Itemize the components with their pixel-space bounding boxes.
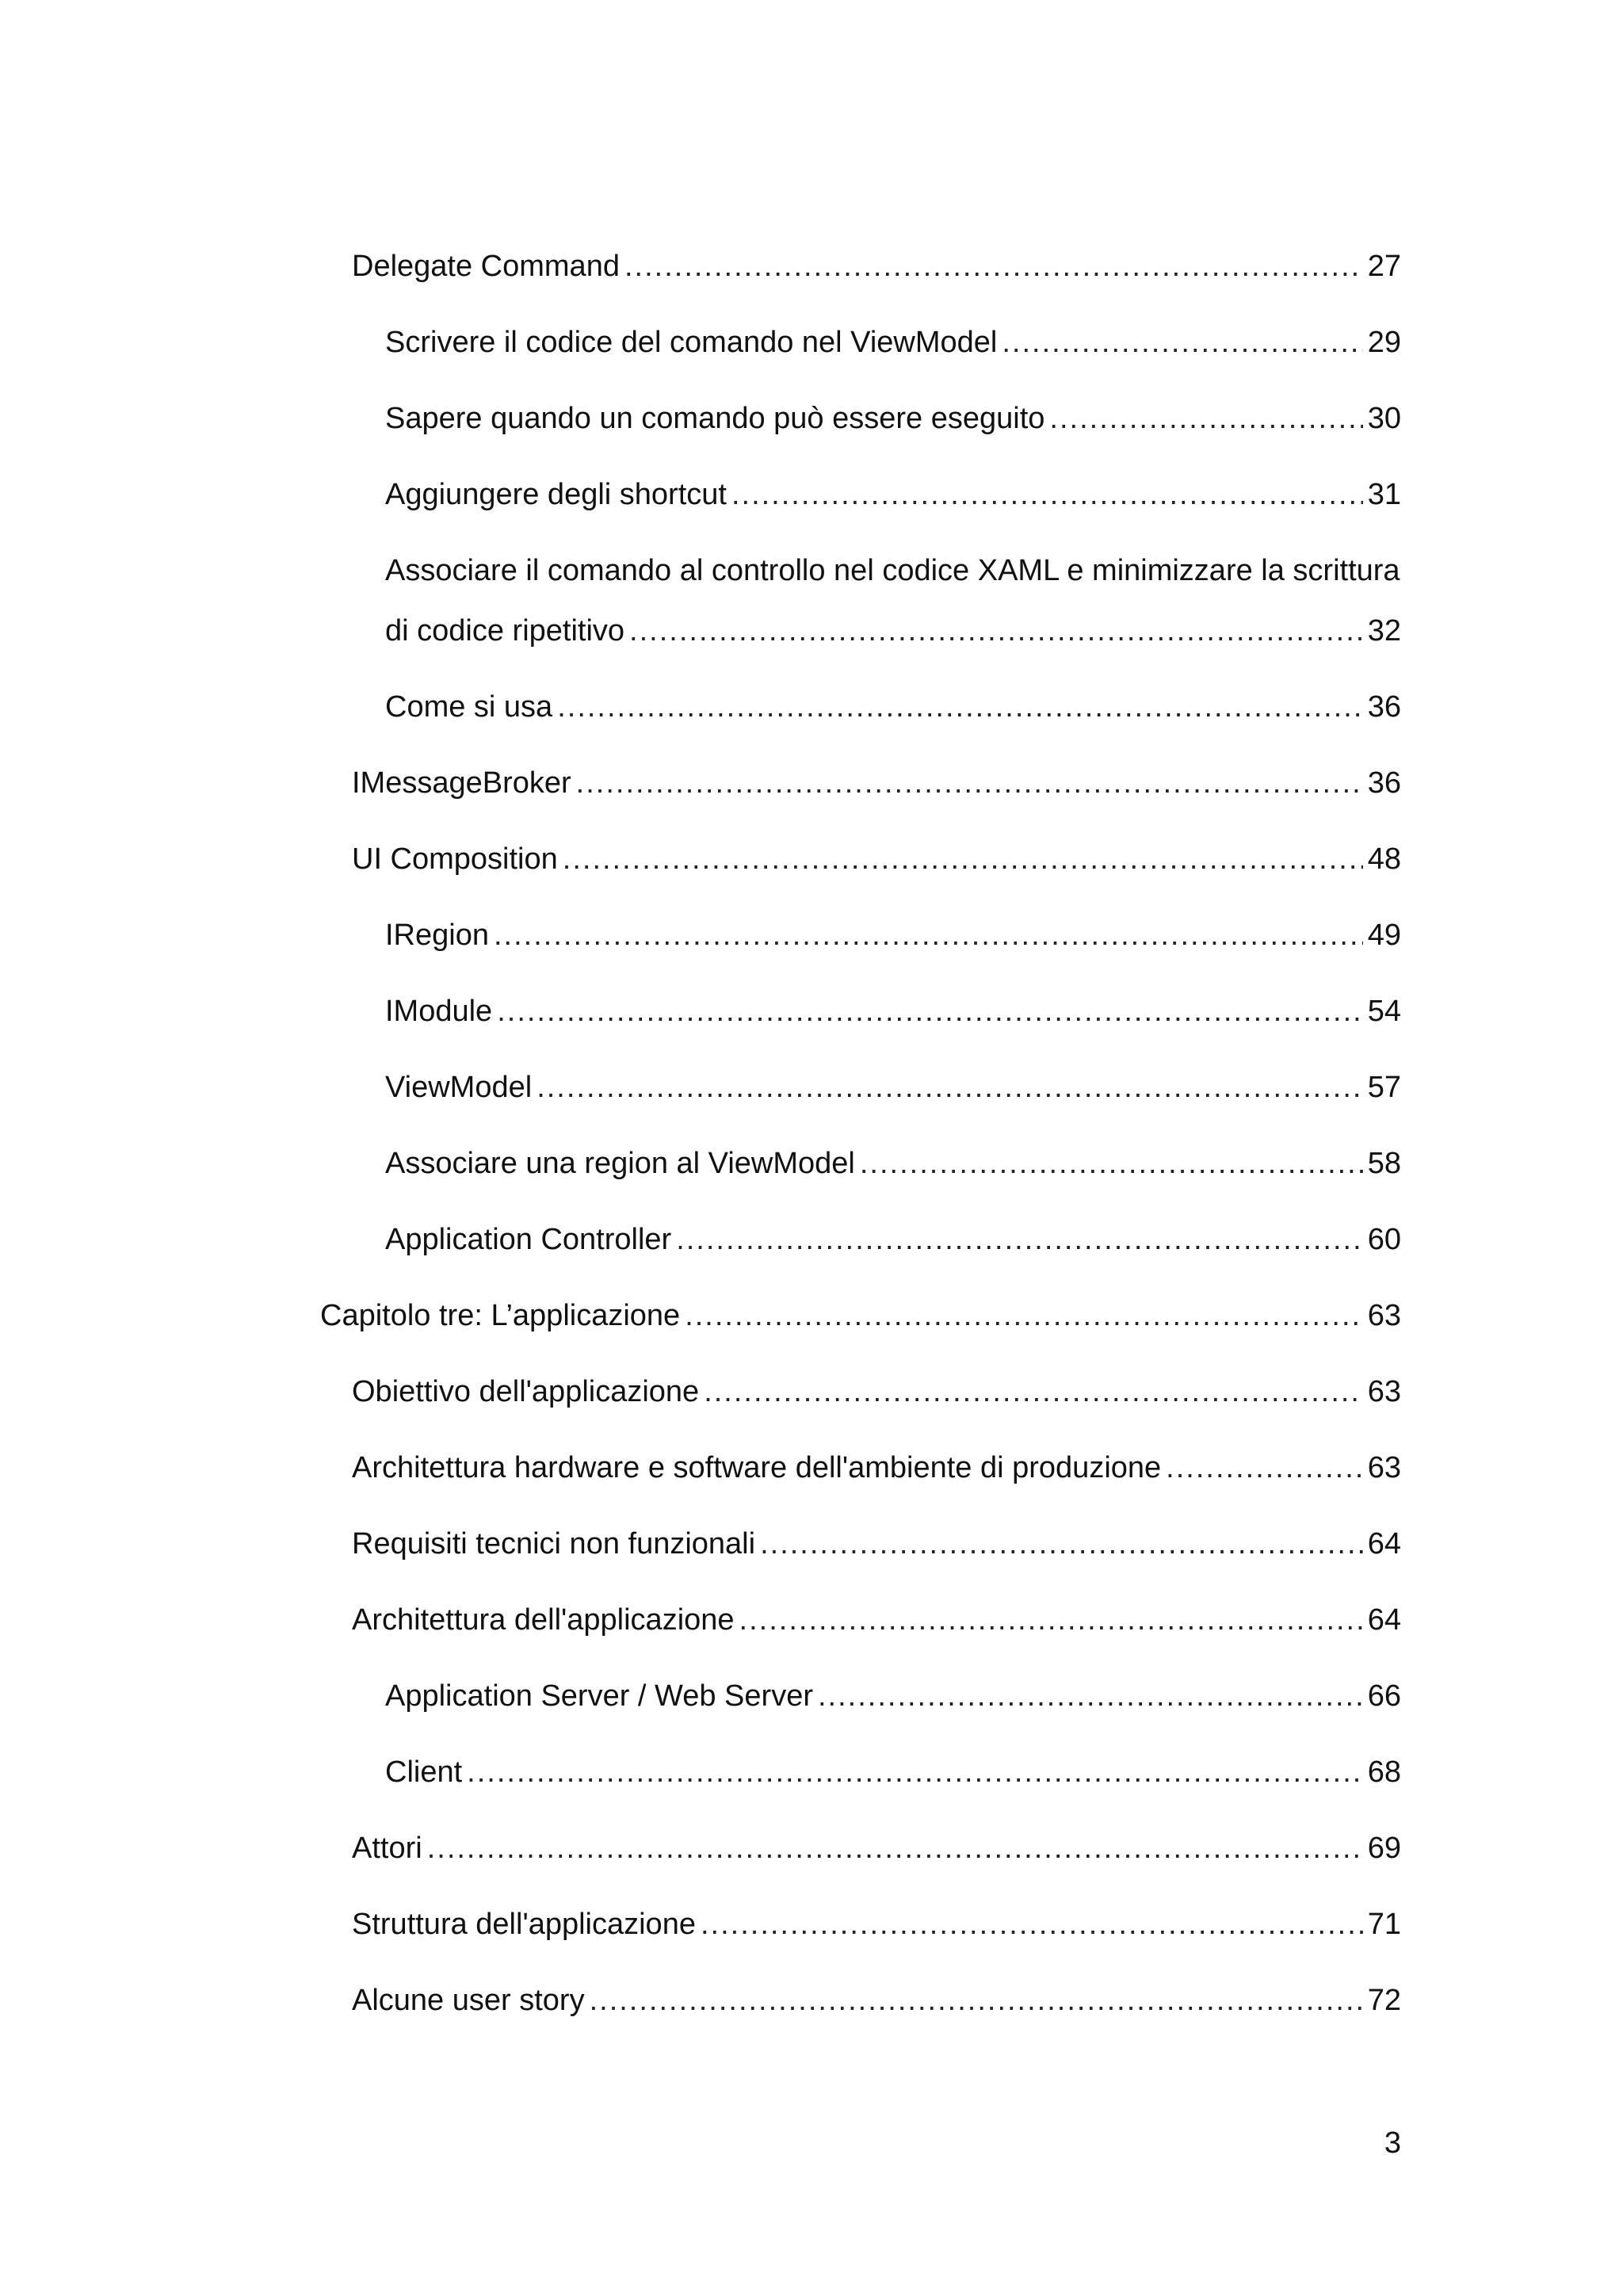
toc-entry[interactable] bbox=[385, 1677, 1401, 1715]
toc-entry[interactable] bbox=[352, 1373, 1401, 1411]
toc-dot-leader bbox=[494, 916, 1363, 954]
toc-entry-title: Requisiti tecnici non funzionali bbox=[352, 1527, 756, 1561]
toc-entry[interactable] bbox=[352, 1905, 1401, 1943]
toc-dot-leader bbox=[590, 1981, 1363, 2019]
toc-entry-title: Attori bbox=[352, 1832, 422, 1865]
toc-dot-leader bbox=[685, 1297, 1363, 1335]
toc-entry-title: Client bbox=[385, 1755, 463, 1789]
toc-dot-leader bbox=[731, 476, 1363, 514]
toc-entry[interactable] bbox=[385, 916, 1401, 954]
toc-entry[interactable] bbox=[352, 1601, 1401, 1639]
toc-dot-leader bbox=[701, 1905, 1363, 1943]
toc-dot-leader bbox=[537, 1068, 1363, 1106]
toc-dot-leader bbox=[818, 1677, 1363, 1715]
toc-entry[interactable] bbox=[352, 1449, 1401, 1487]
toc-entry[interactable] bbox=[385, 1221, 1401, 1259]
toc-entry-page: 69 bbox=[1367, 1832, 1401, 1865]
toc-entry-title: Architettura dell'applicazione bbox=[352, 1603, 735, 1637]
toc-entry-page: 30 bbox=[1367, 402, 1401, 435]
toc-entry-title: Scrivere il codice del comando nel ViewModel bbox=[385, 326, 998, 359]
toc-entry-title: ViewModel bbox=[385, 1071, 533, 1104]
toc-entry-page: 57 bbox=[1367, 1071, 1401, 1104]
toc-entry[interactable] bbox=[385, 992, 1401, 1030]
toc-dot-leader bbox=[467, 1753, 1363, 1791]
toc-entry[interactable] bbox=[352, 1829, 1401, 1867]
toc-entry-title: Sapere quando un comando può essere eseguito bbox=[385, 402, 1045, 435]
toc-entry-page: 60 bbox=[1367, 1223, 1401, 1256]
toc-entry-chapter[interactable] bbox=[320, 1297, 1401, 1335]
toc-entry-title: Architettura hardware e software dell'ambiente di produzione bbox=[352, 1451, 1162, 1484]
toc-entry-title: Come si usa bbox=[385, 690, 553, 724]
toc-entry-title: IModule bbox=[385, 995, 493, 1028]
toc-entry[interactable] bbox=[352, 764, 1401, 802]
toc-entry-page: 27 bbox=[1367, 250, 1401, 283]
toc-entry-page: 68 bbox=[1367, 1755, 1401, 1789]
toc-dot-leader bbox=[860, 1144, 1363, 1182]
toc-dot-leader bbox=[629, 612, 1363, 650]
toc-dot-leader bbox=[576, 764, 1363, 802]
toc-entry-page: 32 bbox=[1367, 614, 1401, 648]
toc-dot-leader bbox=[1166, 1449, 1363, 1487]
toc-dot-leader bbox=[760, 1525, 1363, 1563]
toc-entry[interactable] bbox=[352, 1981, 1401, 2019]
toc-entry[interactable] bbox=[385, 323, 1401, 361]
toc-entry[interactable] bbox=[385, 688, 1401, 726]
toc-dot-leader bbox=[557, 688, 1363, 726]
toc-dot-leader bbox=[1049, 399, 1362, 437]
toc-entry-title: Capitolo tre: L’applicazione bbox=[320, 1299, 681, 1332]
toc-entry-title: Associare una region al ViewModel bbox=[385, 1147, 855, 1180]
toc-dot-leader bbox=[739, 1601, 1363, 1639]
toc-entry-page: 48 bbox=[1367, 842, 1401, 876]
toc-dot-leader bbox=[704, 1373, 1363, 1411]
toc-entry-title-line1: Associare il comando al controllo nel codice XAML e minimizzare la scrittura bbox=[385, 554, 1400, 587]
toc-dot-leader bbox=[676, 1221, 1363, 1259]
toc-entry[interactable] bbox=[385, 1144, 1401, 1182]
toc-entry-title: Alcune user story bbox=[352, 1984, 585, 2017]
toc-entry[interactable] bbox=[385, 476, 1401, 514]
toc-entry-title: Application Server / Web Server bbox=[385, 1679, 813, 1713]
toc-entry-page: 49 bbox=[1367, 919, 1401, 952]
toc-entry-page: 29 bbox=[1367, 326, 1401, 359]
toc-entry[interactable] bbox=[352, 840, 1401, 878]
toc-entry-page: 58 bbox=[1367, 1147, 1401, 1180]
toc-entry-title: Struttura dell'applicazione bbox=[352, 1908, 696, 1941]
toc-dot-leader bbox=[497, 992, 1363, 1030]
toc-entry-multiline[interactable] bbox=[385, 552, 1401, 650]
toc-entry-page: 63 bbox=[1367, 1299, 1401, 1332]
toc-entry-page: 54 bbox=[1367, 995, 1401, 1028]
toc-entry[interactable] bbox=[352, 1525, 1401, 1563]
toc-dot-leader bbox=[427, 1829, 1363, 1867]
toc-entry-page: 64 bbox=[1367, 1603, 1401, 1637]
toc-entry-page: 36 bbox=[1367, 766, 1401, 800]
toc-entry[interactable] bbox=[385, 399, 1401, 437]
toc-entry-title: IRegion bbox=[385, 919, 489, 952]
toc-entry-page: 63 bbox=[1367, 1451, 1401, 1484]
toc-entry-page: 36 bbox=[1367, 690, 1401, 724]
toc-entry-page: 72 bbox=[1367, 1984, 1401, 2017]
toc-entry-page: 31 bbox=[1367, 478, 1401, 511]
toc-entry-page: 66 bbox=[1367, 1679, 1401, 1713]
toc-dot-leader bbox=[624, 247, 1363, 285]
toc-entry[interactable] bbox=[385, 1068, 1401, 1106]
toc-entry[interactable] bbox=[352, 247, 1401, 285]
toc-entry-page: 71 bbox=[1367, 1908, 1401, 1941]
toc-entry-page: 64 bbox=[1367, 1527, 1401, 1561]
page-number: 3 bbox=[1384, 2126, 1401, 2160]
toc-entry-title: Aggiungere degli shortcut bbox=[385, 478, 727, 511]
toc-entry-page: 63 bbox=[1367, 1375, 1401, 1408]
toc-entry-title: di codice ripetitivo bbox=[385, 614, 625, 648]
toc-dot-leader bbox=[563, 840, 1363, 878]
toc-entry-title: Application Controller bbox=[385, 1223, 672, 1256]
toc-entry-title: IMessageBroker bbox=[352, 766, 571, 800]
toc-entry-title: Delegate Command bbox=[352, 250, 620, 283]
toc-dot-leader bbox=[1002, 323, 1362, 361]
toc-entry[interactable] bbox=[385, 1753, 1401, 1791]
toc-entry-title: Obiettivo dell'applicazione bbox=[352, 1375, 700, 1408]
toc-entry-title: UI Composition bbox=[352, 842, 558, 876]
